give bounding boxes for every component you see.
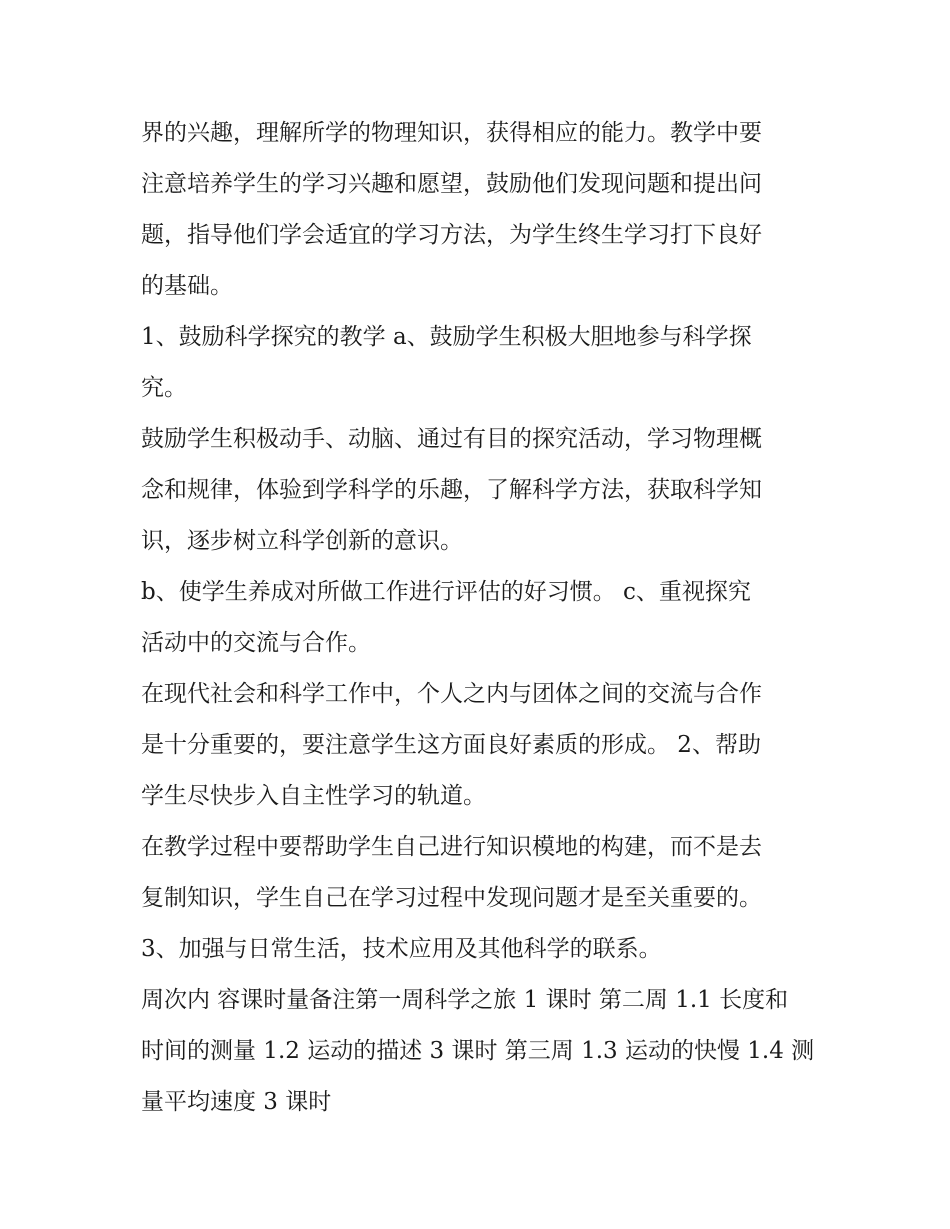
paragraph-item-1 [141,312,821,414]
paragraph-knowledge-construction [141,822,821,924]
paragraph-item-b-c [141,567,821,669]
text-line: 学生尽快步入自主性学习的轨道。 [141,783,486,809]
text-line: 的基础。 [141,273,233,299]
text-line: b、使学生养成对所做工作进行评估的好习惯。 c、重视探究 [141,579,751,605]
paragraph-interest [141,108,821,312]
paragraph-encourage [141,414,821,567]
document-body [141,108,821,1128]
text-line: 1、鼓励科学探究的教学 a、鼓励学生积极大胆地参与科学探 [141,324,752,350]
text-line: 念和规律，体验到学科学的乐趣，了解科学方法，获取科学知 [141,477,762,503]
text-line: 究。 [141,375,187,401]
text-line: 界的兴趣，理解所学的物理知识，获得相应的能力。教学中要 [141,120,762,146]
text-line: 鼓励学生积极动手、动脑、通过有目的探究活动，学习物理概 [141,426,762,452]
text-line: 活动中的交流与合作。 [141,630,371,656]
text-line: 时间的测量 1.2 运动的描述 3 课时 第三周 1.3 运动的快慢 1.4 测 [141,1038,815,1064]
text-line: 在现代社会和科学工作中，个人之内与团体之间的交流与合作 [141,681,762,707]
text-line: 是十分重要的，要注意学生这方面良好素质的形成。 2、帮助 [141,732,761,758]
paragraph-cooperation [141,669,821,822]
text-line: 题，指导他们学会适宜的学习方法，为学生终生学习打下良好 [141,222,762,248]
text-line: 量平均速度 3 课时 [141,1089,332,1115]
text-line: 在教学过程中要帮助学生自己进行知识模地的构建，而不是去 [141,834,762,860]
text-line: 复制知识，学生自己在学习过程中发现问题才是至关重要的。 [141,885,762,911]
text-line: 周次内 容课时量备注第一周科学之旅 1 课时 第二周 1.1 长度和 [141,987,789,1013]
paragraph-schedule [141,975,821,1128]
text-line: 注意培养学生的学习兴趣和愿望，鼓励他们发现问题和提出问 [141,171,762,197]
text-line: 识，逐步树立科学创新的意识。 [141,528,463,554]
paragraph-item-3 [141,924,821,975]
text-line: 3、加强与日常生活，技术应用及其他科学的联系。 [141,936,662,962]
